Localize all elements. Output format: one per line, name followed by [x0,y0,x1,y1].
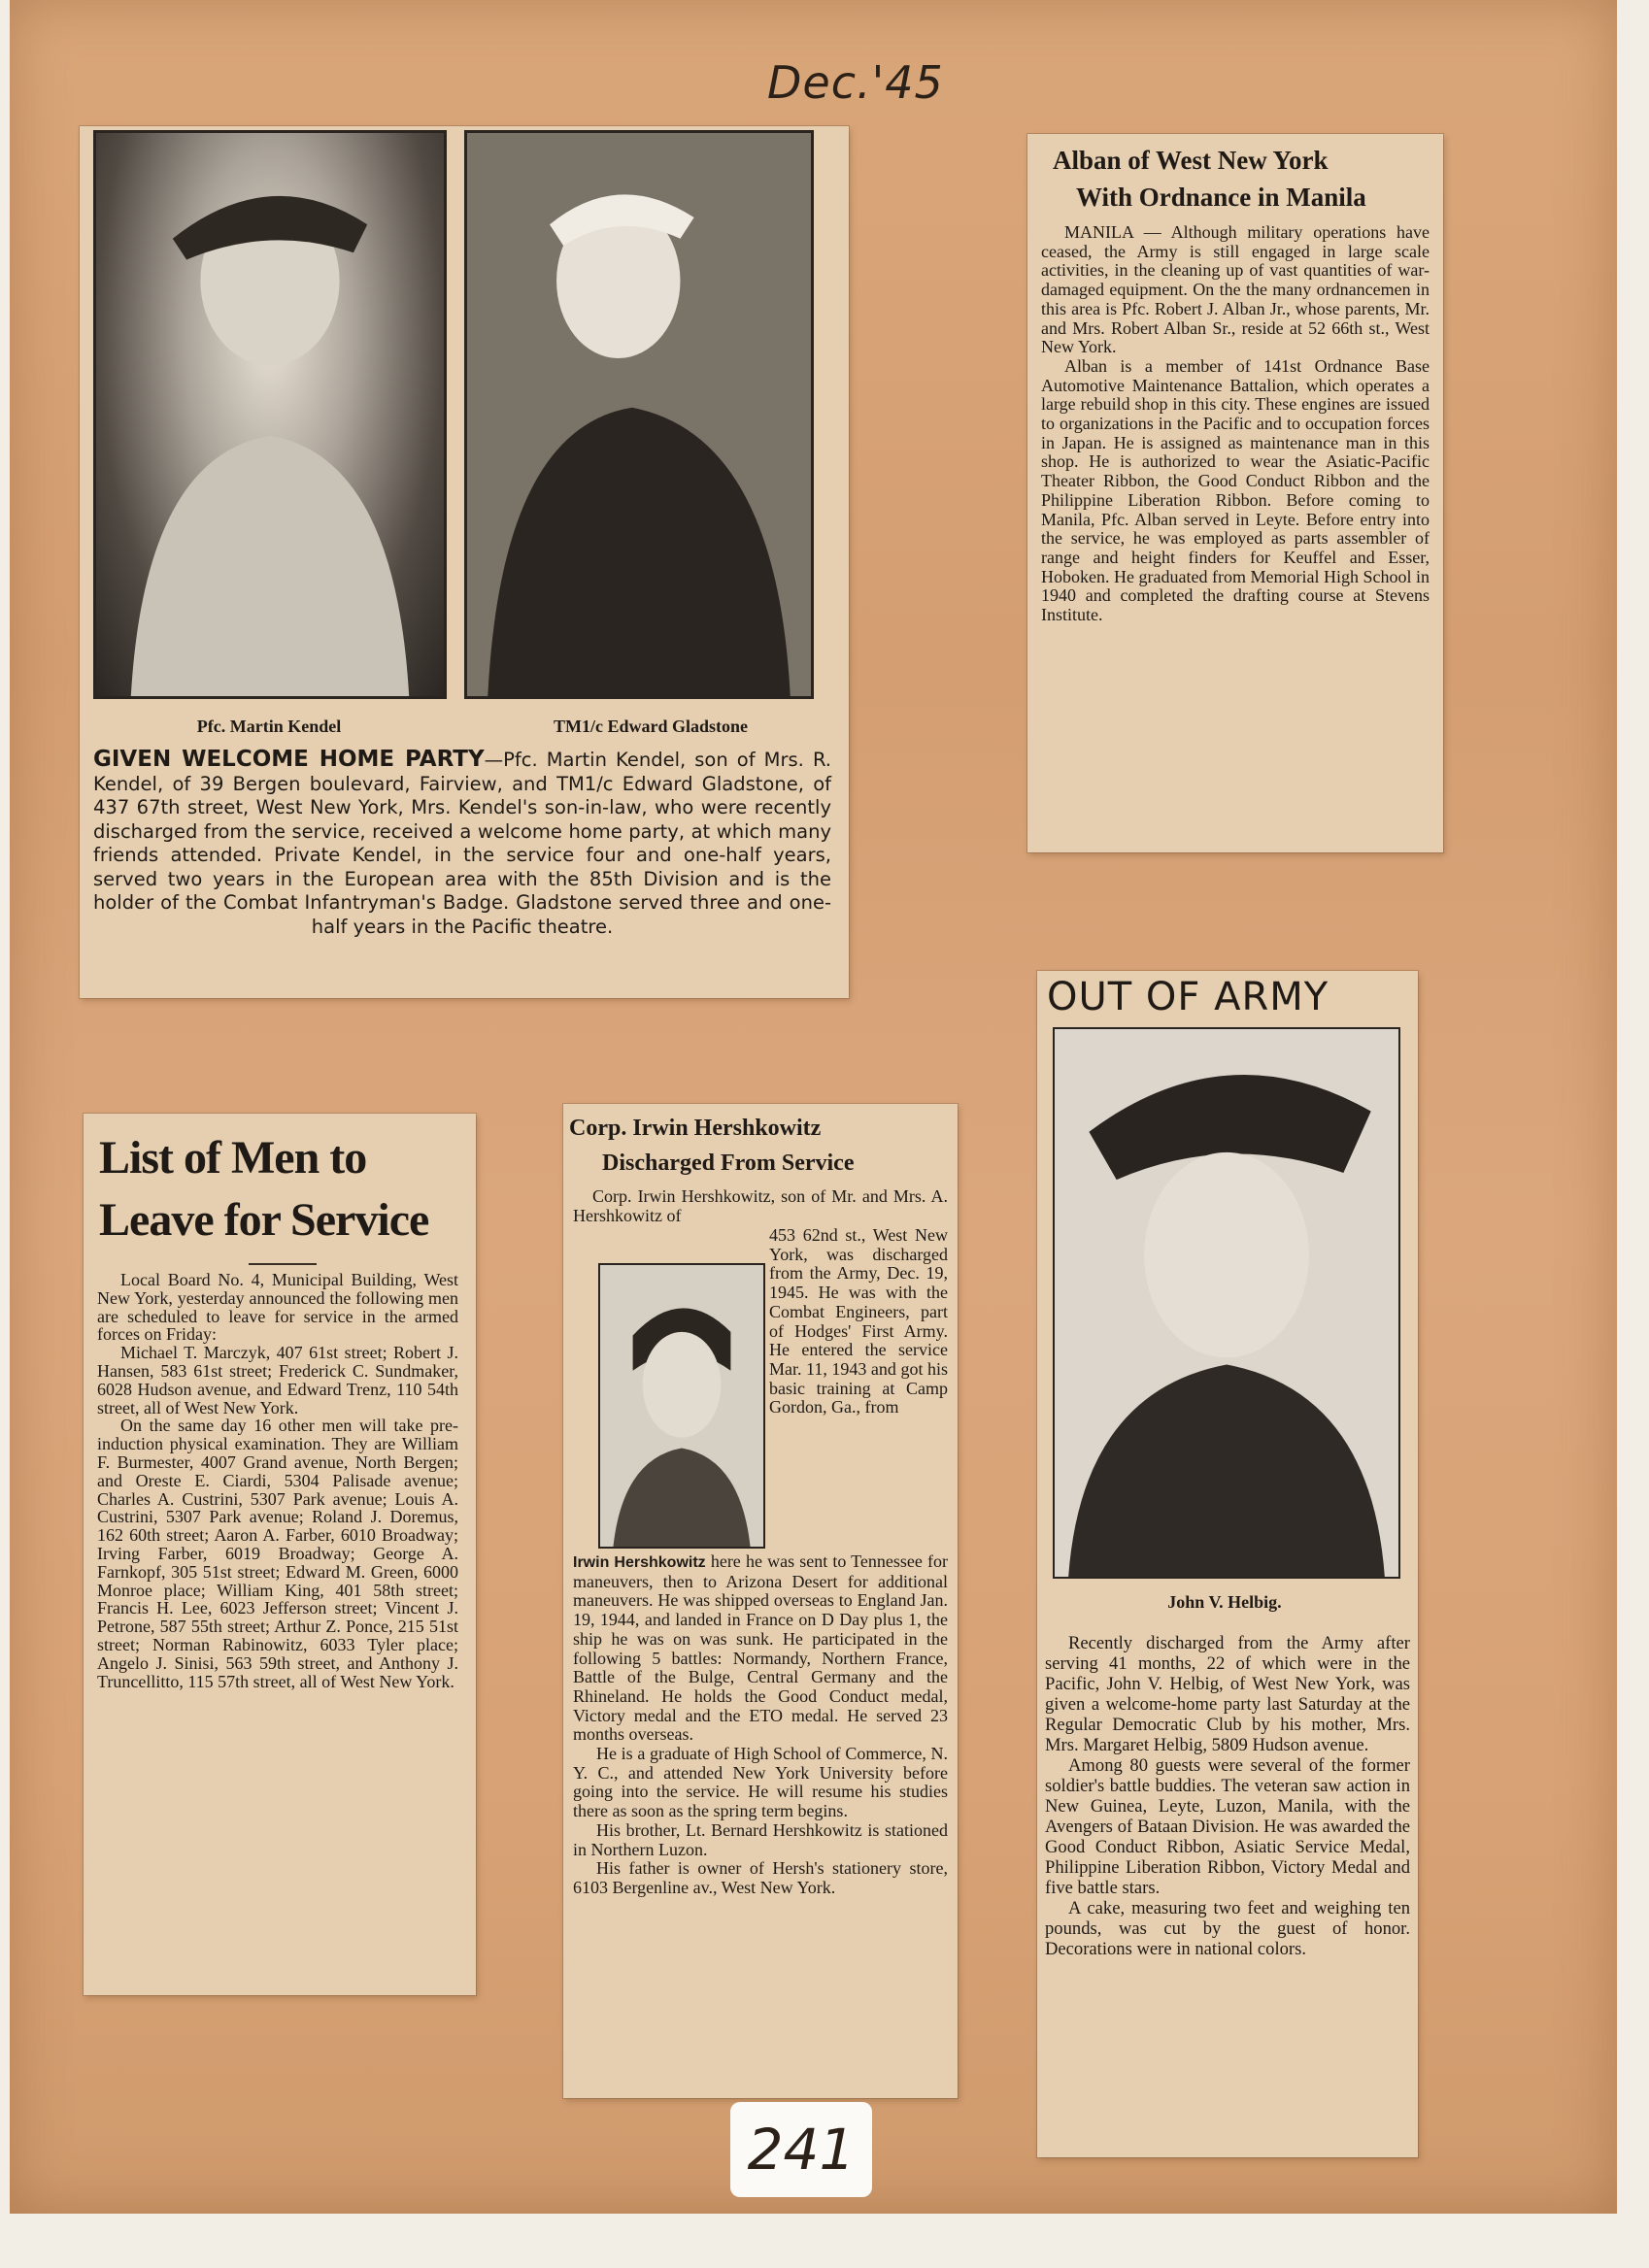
photo-irwin-hershkowitz [598,1263,765,1549]
hershkowitz-para-2: He is a graduate of High School of Commerce, N. Y. C., and attended New York University before going into the service. He will resume his studies there as soon as the spring term begins. [573,1744,948,1821]
hershkowitz-para-3: His brother, Lt. Bernard Hershkowitz is stationed in Northern Luzon. [573,1819,948,1859]
alban-article-body [1041,223,1430,625]
helbig-para-3: A cake, measuring two feet and weighing ten pounds, was cut by the guest of honor. Decorations were in national colors. [1045,1898,1410,1959]
handwritten-date: Dec.'45 [767,56,944,109]
hershkowitz-side-text: 453 62nd st., West New York, was discharged from the Army, Dec. 19, 1945. He was with the Combat Engineers, part of Hodges' First Army. He entered the service Mar. 11, 1943 and got his basic training at Camp Gordon, Ga., from [769,1225,948,1418]
list-article-body [97,1271,458,1690]
list-title-line2: Leave for Service [99,1194,429,1246]
clipping-hershkowitz [563,1104,958,2098]
clipping-list-of-men [84,1114,476,1995]
soldier-portrait-icon [1055,1029,1398,1577]
alban-para-2: Alban is a member of 141st Ordnance Base Automotive Maintenance Battalion, which operates a large rebuild shop in this city. These engines are issued to organizations in the Pacific and to occupation forces in Japan. He is assigned as maintenance man in this shop. He is authorized to wear the Asiatic-Pacific Theater Ribbon, the Good Conduct Ribbon and the Philippine Liberation Ribbon. Before coming to Manila, Pfc. Alban served in Leyte. Before entry into the service, he was employed as parts assembler of range and height finders for Keuffel and Esser, Hoboken. He graduated from Memorial High School in 1940 and completed the drafting course at Stevens Institute. [1041,355,1430,625]
hershkowitz-photo-caption: Irwin Hershkowitz [573,1554,706,1571]
list-title-rule [249,1263,317,1265]
list-para-3: On the same day 16 other men will take pre-induction physical examination. They are William F. Burmester, 4007 Grand avenue, North Bergen; and Oreste E. Ciardi, 5304 Palisade avenue; Charles A. Custrini, 5307 Park avenue; Louis A. Custrini, 5307 Park avenue; Roland J. Doremus, 162 60th street; Aaron A. Farber, 6010 Broadway; Irving Farber, 6019 Broadway; George A. Farnkopf, 305 51st street; Edward M. Green, 6000 Monroe place; William King, 401 58th street; Francis H. Lee, 6023 Jefferson street; Vincent J. Petrone, 587 55th street; Arthur Z. Ponce, 215 51st street; Norman Rabinowitz, 6033 Tyler place; Angelo J. Sinisi, 563 59th street, and Anthony J. Truncellitto, 115 57th street, all of West New York. [97,1416,458,1691]
helbig-article-body [1045,1633,1410,1959]
list-para-1: Local Board No. 4, Municipal Building, West New York, yesterday announced the following men are scheduled to leave for service in the armed forces on Friday: [97,1270,458,1345]
hershkowitz-main-body [573,1552,948,1898]
hershkowitz-para-1-text: here he was sent to Tennessee for maneuvers, then to Arizona Desert for additional maneuvers. He was shipped overseas to England Jan. 19, 1944, and landed in France on D Day plus 1, the ship he was on was sunk. He participated in the following 5 battles: Normandy, Northern France, Battle of the Bulge, Central Germany and the Rhineland. He holds the Good Conduct medal, Victory medal and the ETO medal. He served 23 months overseas. [573,1551,949,1745]
handwritten-page-number: 241 [730,2102,872,2197]
hershkowitz-para-4: His father is owner of Hersh's stationery store, 6103 Bergenline av., West New York. [573,1858,948,1897]
helbig-title: OUT OF ARMY [1047,975,1329,1019]
helbig-para-2: Among 80 guests were several of the former soldier's battle buddies. The veteran saw action in New Guinea, Leyte, Luzon, Manila, with the Avengers of Bataan Division. He was awarded the Good Conduct Ribbon, Asiatic Service Medal, Philippine Liberation Ribbon, Victory Medal and five battle stars. [1045,1755,1410,1898]
clipping-alban [1027,134,1443,852]
hershkowitz-title-line2: Discharged From Service [602,1151,855,1176]
welcome-text: —Pfc. Martin Kendel, son of Mrs. R. Kendel, of 39 Bergen boulevard, Fairview, and TM1/c Edward Gladstone, of 437 67th street, West New York, Mrs. Kendel's son-in-law, who were recently discharged from the service, received a welcome home party, at which many friends attended. Private Kendel, in the service four and one-half years, served two years in the European area with the 85th Division and is the holder of the Combat Infantryman's Badge. Gladstone served three and one-half years in the Pacific theatre. [93,749,831,938]
list-title-line1: List of Men to [99,1132,367,1184]
hershkowitz-para-1 [573,1552,948,1745]
list-para-2: Michael T. Marczyk, 407 61st street; Robert J. Hansen, 583 61st street; Frederick C. Sundmaker, 6028 Hudson avenue, and Edward Trenz, 110 54th street, all of West New York. [97,1343,458,1418]
hershkowitz-intro: Corp. Irwin Hershkowitz, son of Mr. and Mrs. A. Hershkowitz of [573,1186,948,1225]
photo-john-helbig [1053,1027,1400,1579]
photo-martin-kendel [93,130,447,699]
hershkowitz-title-line1: Corp. Irwin Hershkowitz [569,1116,822,1141]
clipping-welcome-home [80,126,849,998]
alban-title-line2: With Ordnance in Manila [1076,183,1366,212]
alban-title-line1: Alban of West New York [1053,146,1329,175]
soldier-portrait-icon [600,1265,763,1547]
caption-edward-gladstone: TM1/c Edward Gladstone [553,717,748,736]
alban-para-1: MANILA — Although military operations have ceased, the Army is still engaged in large scale activities, in the cleaning up of vast quantities of war-damaged equipment. On the the many ordnancemen in this area is Pfc. Robert J. Alban Jr., whose parents, Mr. and Mrs. Robert Alban Sr., reside at 52 66th st., West New York. [1041,222,1430,357]
welcome-headline: GIVEN WELCOME HOME PARTY [93,747,485,772]
welcome-article-body [93,748,831,939]
caption-martin-kendel: Pfc. Martin Kendel [196,717,342,736]
helbig-para-1: Recently discharged from the Army after serving 41 months, 22 of which were in the Pacific, John V. Helbig, of West New York, was given a welcome-home party last Saturday at the Regular Democratic Club by his mother, Mrs. Mrs. Margaret Helbig, 5809 Hudson avenue. [1045,1633,1410,1755]
helbig-photo-caption: John V. Helbig. [1167,1592,1282,1612]
sailor-portrait-icon [467,133,811,696]
scrapbook-page [10,0,1617,2214]
clipping-helbig [1037,971,1418,2157]
soldier-portrait-icon [96,133,444,696]
photo-edward-gladstone [464,130,814,699]
